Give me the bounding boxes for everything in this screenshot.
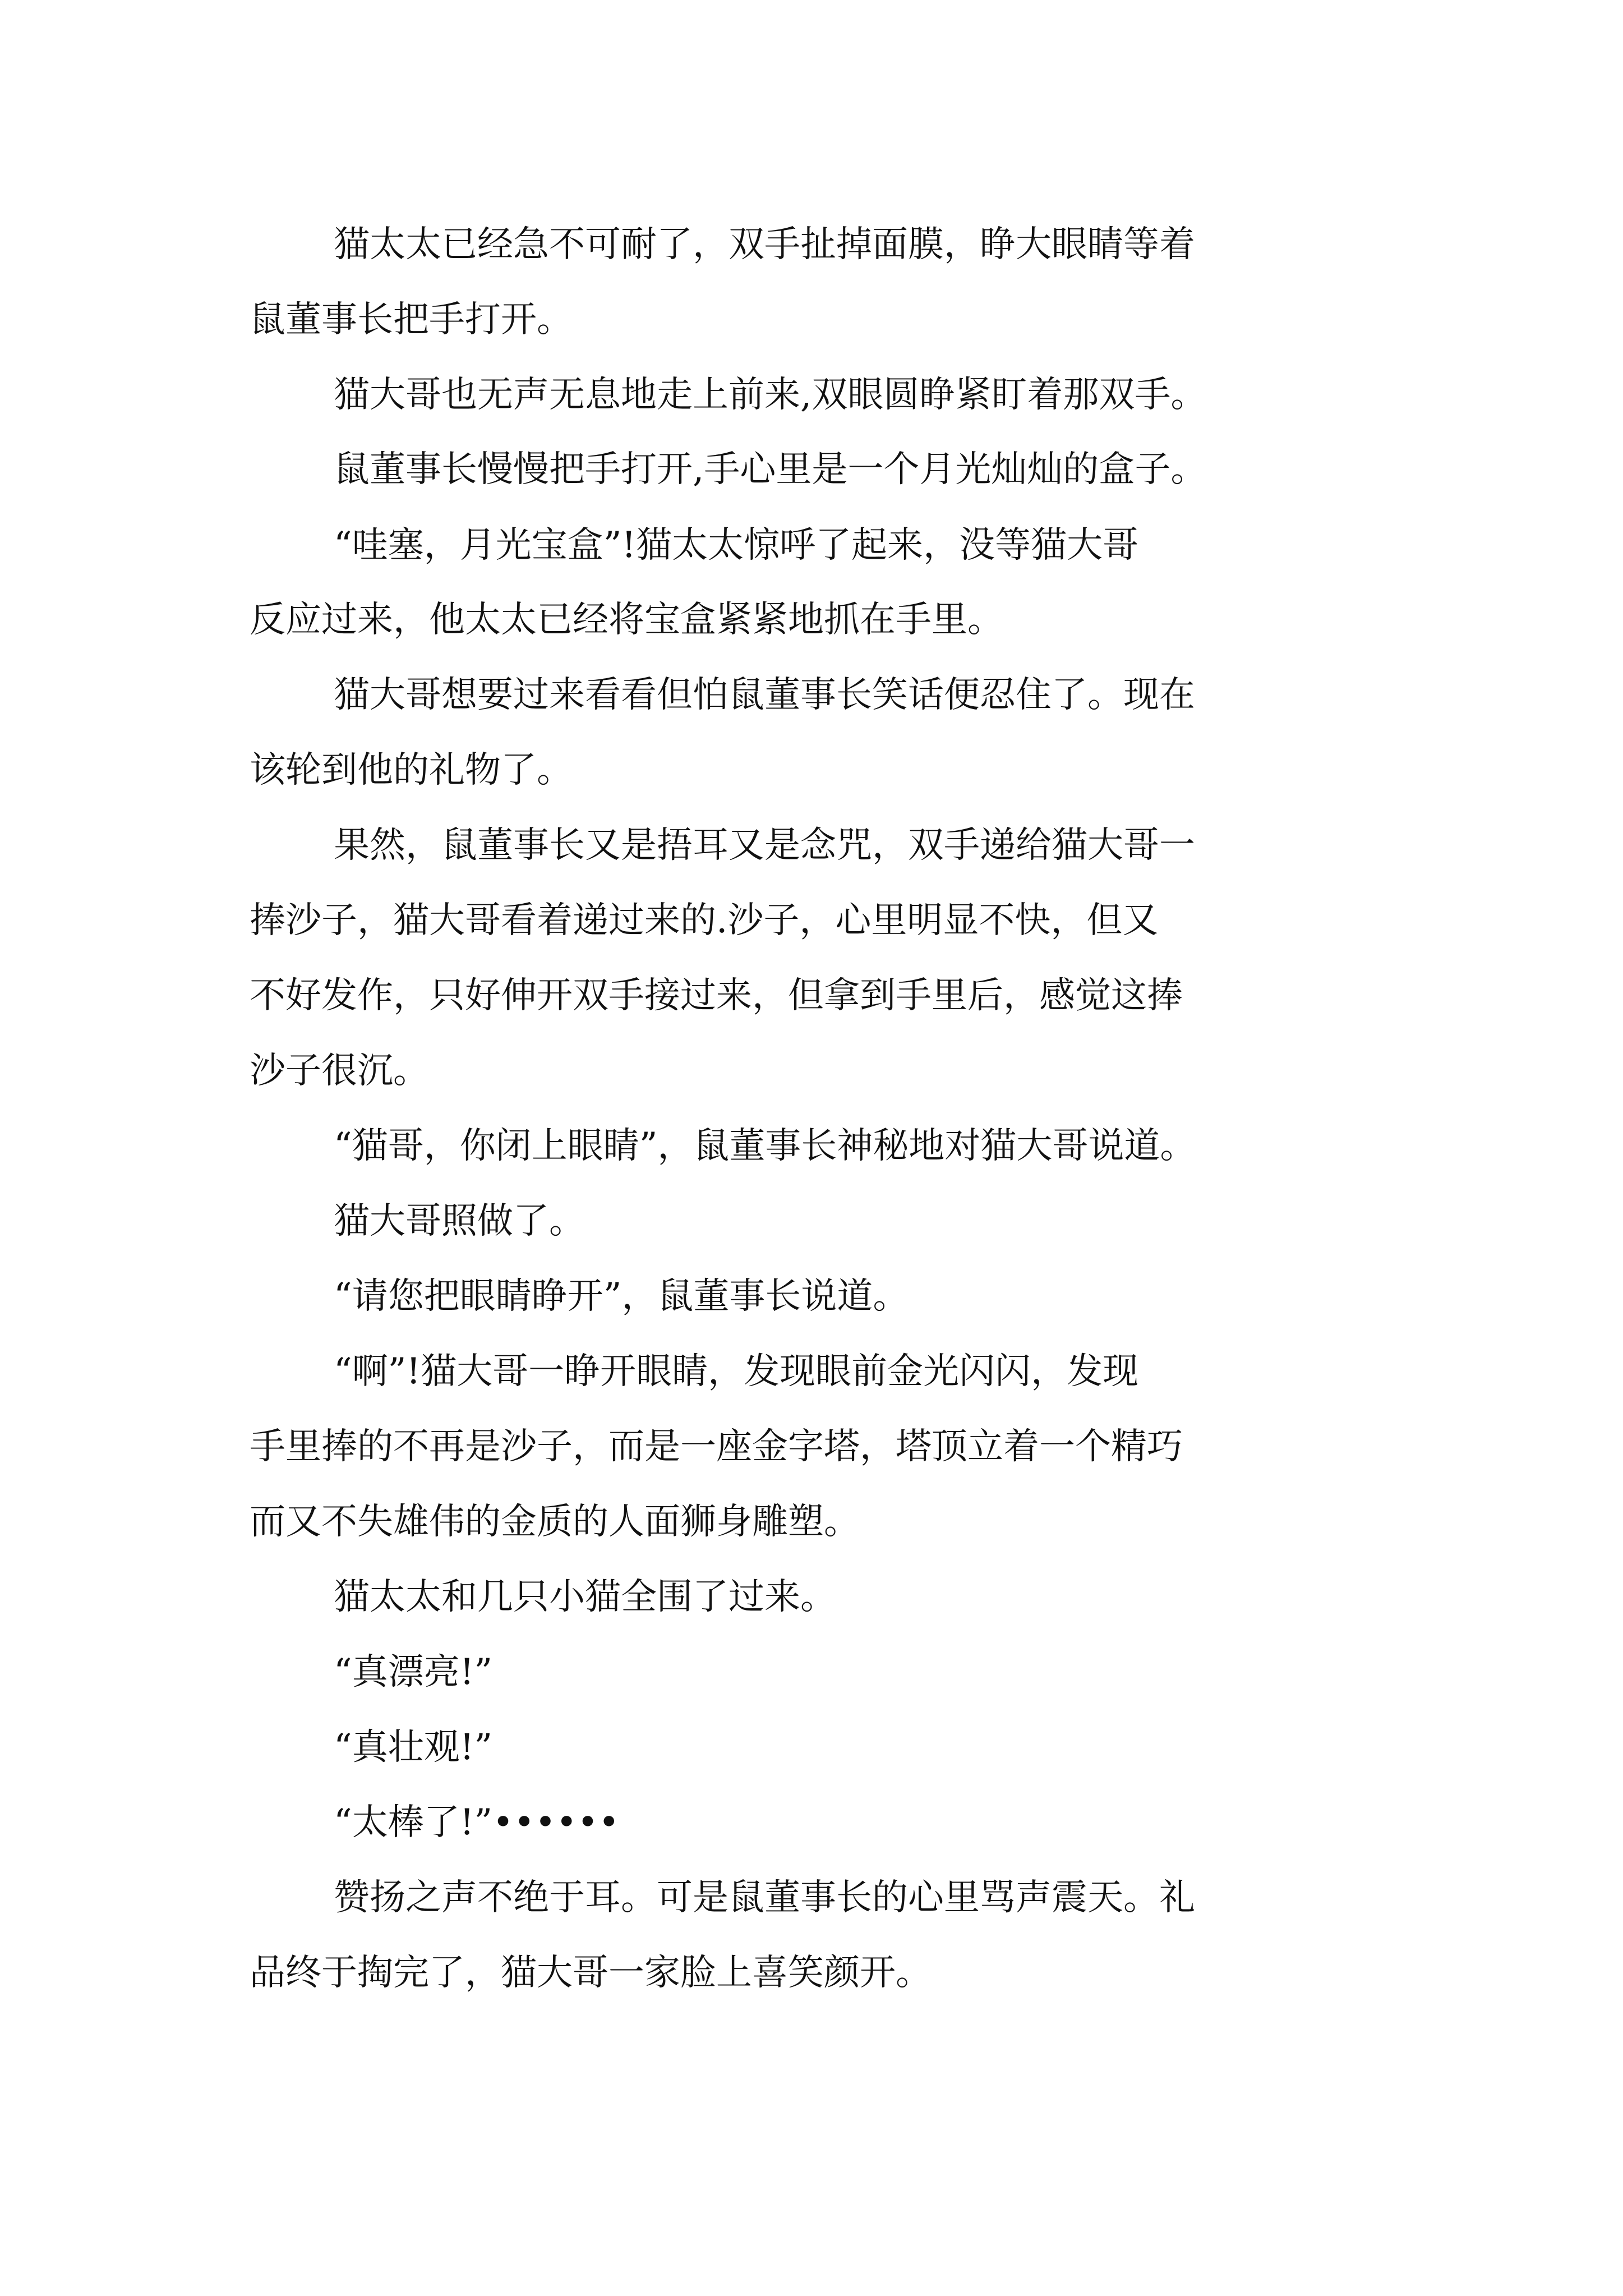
text-line: “太棒了!”•••••• bbox=[334, 1802, 620, 1843]
text-line: 而又不失雄伟的金质的人面狮身雕塑。 bbox=[250, 1501, 860, 1543]
text-line: 反应过来，他太太已经将宝盒紧紧地抓在手里。 bbox=[250, 599, 1003, 641]
text-line: “真漂亮!” bbox=[334, 1651, 493, 1693]
text-line: 鼠董事长把手打开。 bbox=[250, 299, 573, 341]
text-line: 猫大哥想要过来看看但怕鼠董事长笑话便忍住了。现在 bbox=[334, 674, 1195, 716]
text-line: 鼠董事长慢慢把手打开,手心里是一个月光灿灿的盒子。 bbox=[334, 449, 1207, 490]
text-line: “真壮观!” bbox=[334, 1727, 493, 1768]
text-line: 猫太太和几只小猫全围了过来。 bbox=[334, 1576, 836, 1618]
text-line: 猫太太已经急不可耐了，双手扯掉面膜，睁大眼睛等着 bbox=[334, 224, 1195, 265]
text-line: 该轮到他的礼物了。 bbox=[250, 749, 573, 791]
text-line: “请您把眼睛睁开”，鼠董事长说道。 bbox=[334, 1276, 909, 1317]
text-line: 不好发作，只好伸开双手接过来，但拿到手里后，感觉这捧 bbox=[250, 975, 1183, 1016]
text-line: 猫大哥也无声无息地走上前来,双眼圆睁紧盯着那双手。 bbox=[334, 374, 1207, 416]
text-line: “哇塞，月光宝盒”!猫太太惊呼了起来，没等猫大哥 bbox=[334, 524, 1139, 566]
text-line: “啊”!猫大哥一睁开眼睛，发现眼前金光闪闪，发现 bbox=[334, 1351, 1139, 1392]
text-line: 品终于掏完了，猫大哥一家脸上喜笑颜开。 bbox=[250, 1952, 932, 1994]
text-line: 沙子很沉。 bbox=[250, 1050, 429, 1092]
text-line: 果然，鼠董事长又是捂耳又是念咒，双手递给猫大哥一 bbox=[334, 825, 1195, 866]
text-line: “猫哥，你闭上眼睛”，鼠董事长神秘地对猫大哥说道。 bbox=[334, 1125, 1196, 1167]
text-line: 猫大哥照做了。 bbox=[334, 1200, 585, 1242]
text-line: 赞扬之声不绝于耳。可是鼠董事长的心里骂声震天。礼 bbox=[334, 1877, 1195, 1918]
text-line: 捧沙子，猫大哥看着递过来的.沙子，心里明显不快，但又 bbox=[250, 900, 1159, 941]
text-line: 手里捧的不再是沙子，而是一座金字塔，塔顶立着一个精巧 bbox=[250, 1426, 1183, 1467]
